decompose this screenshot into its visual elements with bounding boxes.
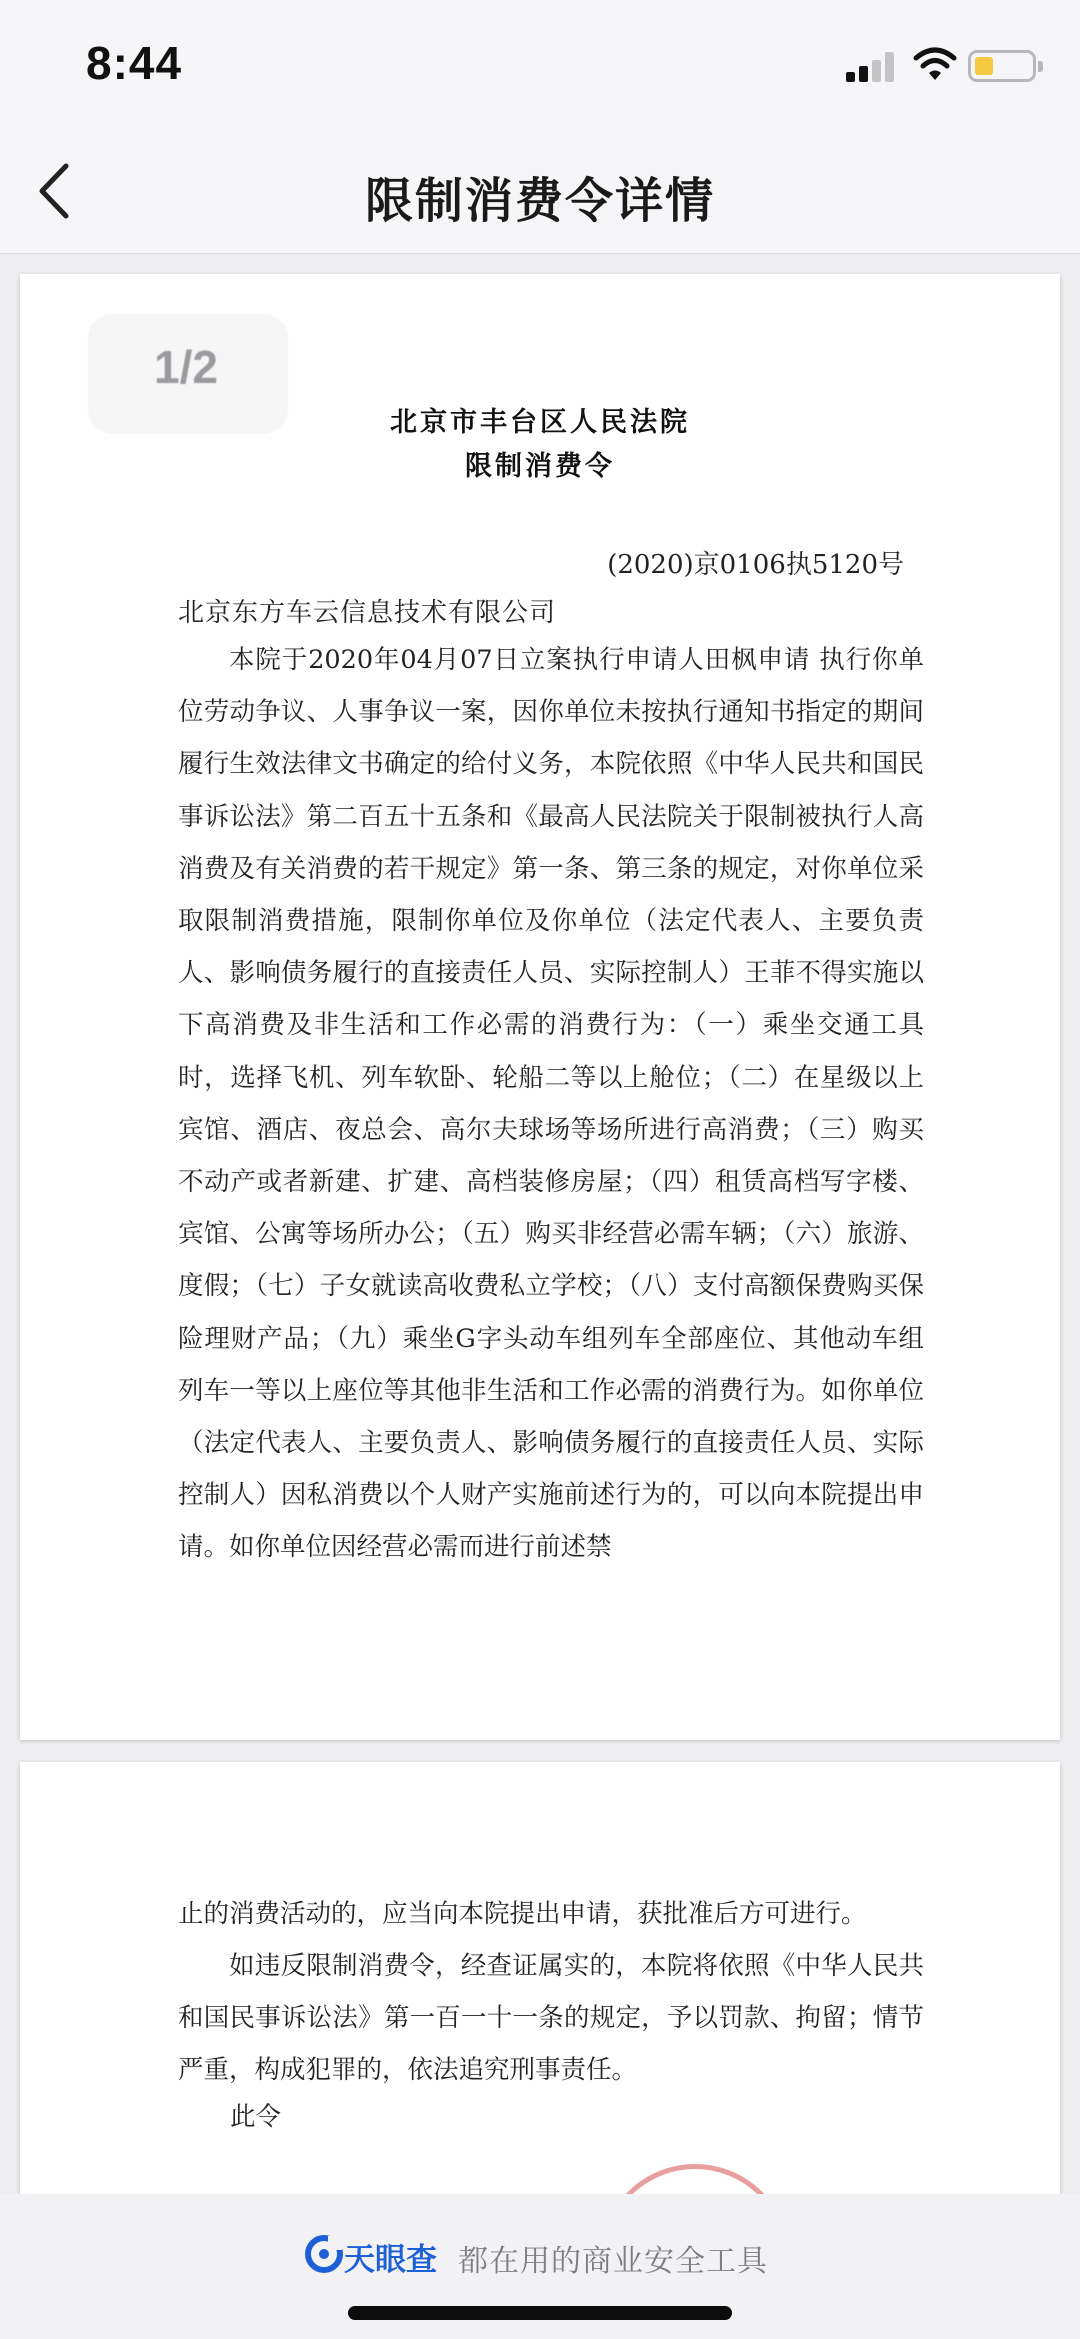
status-time: 8:44	[86, 37, 183, 89]
document-page-1[interactable]	[20, 274, 1060, 1740]
closing-text: 此令	[230, 2102, 282, 2132]
wifi-icon	[912, 46, 958, 82]
status-bar	[0, 0, 1080, 130]
court-name: 北京市丰台区人民法院	[390, 407, 690, 438]
order-title: 限制消费令	[465, 451, 615, 482]
tianyancha-logo-icon	[304, 2234, 344, 2274]
page-indicator-label: 1/2	[154, 341, 218, 393]
cellular-signal-icon	[846, 52, 896, 82]
home-indicator[interactable]	[348, 2306, 732, 2320]
nav-bar	[0, 130, 1080, 254]
case-number: (2020)京0106执5120号	[607, 550, 904, 580]
brand-name: 天眼查	[344, 2242, 437, 2278]
order-body-continuation: 止的消费活动的，应当向本院提出申请，获批准后方可进行。	[178, 1899, 867, 1929]
battery-icon	[968, 50, 1036, 82]
order-body-paragraph: 本院于2020年04月07日立案执行申请人田枫申请 执行你单位劳动争议、人事争议一案，因你单位未按执行通知书指定的期间履行生效法律文书确定的给付义务，本院依照《中华人民共和国民事诉讼法》第二百五十五条和《最高人民法院关于限制被执行人高消费及有关消费的若干规定》第一条、第三条的规定，对你单位采取限制消费措施，限制你单位及你单位（法定代表人、主要负责人、影响债务履行的直接责任人员、实际控制人）王菲不得实施以下高消费及非生活和工作必需的消费行为：（一）乘坐交通工具时，选择飞机、列车软卧、轮船二等以上舱位；（二）在星级以上宾馆、酒店、夜总会、高尔夫球场等场所进行高消费；（三）购买不动产或者新建、扩建、高档装修房屋；（四）租赁高档写字楼、宾馆、公寓等场所办公；（五）购买非经营必需车辆；（六）旅游、度假；（七）子女就读高收费私立学校；（八）支付高额保费购买保险理财产品；（九）乘坐G字头动车组列车全部座位、其他动车组列车一等以上座位等其他非生活和工作必需的消费行为。如你单位（法定代表人、主要负责人、影响债务履行的直接责任人员、实际控制人）因私消费以个人财产实施前述行为的，可以向本院提出申请。如你单位因经营必需而进行前述禁	[178, 645, 924, 1563]
document-page-2[interactable]	[20, 1762, 1060, 2232]
footer-banner	[0, 2194, 1080, 2339]
penalty-paragraph: 如违反限制消费令，经查证属实的，本院将依照《中华人民共和国民事诉讼法》第一百一十一条的规定，予以罚款、拘留；情节严重，构成犯罪的，依法追究刑事责任。	[178, 1951, 924, 2086]
addressee: 北京东方车云信息技术有限公司	[178, 598, 557, 628]
page-title: 限制消费令详情	[364, 173, 715, 229]
brand-slogan: 都在用的商业安全工具	[458, 2244, 768, 2279]
